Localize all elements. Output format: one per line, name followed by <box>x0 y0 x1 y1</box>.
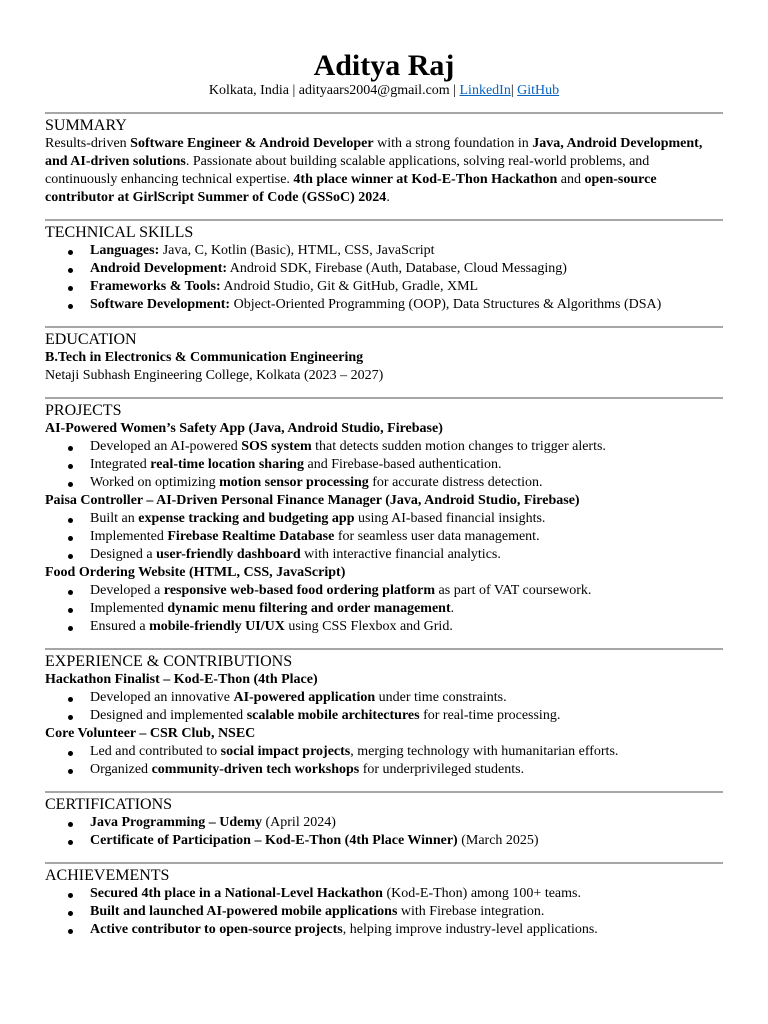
bullet-text: that detects sudden motion changes to trigger alerts. <box>311 439 606 454</box>
skill-item <box>45 296 723 314</box>
bullet-text: Implemented <box>90 601 168 616</box>
bullet-text: Designed and implemented <box>90 708 247 723</box>
project-bullet <box>45 600 723 618</box>
skill-value: Java, C, Kotlin (Basic), HTML, CSS, JavaScript <box>159 243 435 258</box>
summary-highlight: Software Engineer & Android Developer <box>130 136 374 151</box>
linkedin-link[interactable]: LinkedIn <box>459 83 511 98</box>
bullet-text: Built an <box>90 511 139 526</box>
experience-bullet <box>45 689 723 707</box>
section-heading-experience: EXPERIENCE & CONTRIBUTIONS <box>45 653 293 670</box>
bullet-text: , merging technology with humanitarian efforts. <box>350 744 619 759</box>
experience-title: Core Volunteer – CSR Club, NSEC <box>45 726 256 741</box>
bullet-text: Developed a <box>90 583 164 598</box>
section-divider <box>45 326 723 328</box>
skill-label: Android Development: <box>90 261 228 276</box>
project-bullets <box>45 582 723 636</box>
bullet-highlight: real-time location sharing <box>150 457 304 472</box>
achievement-item <box>45 921 723 939</box>
experience-bullet <box>45 761 723 779</box>
certification-date: (March 2025) <box>457 833 539 848</box>
bullet-text: for real-time processing. <box>419 708 561 723</box>
bullet-highlight: Firebase Realtime Database <box>167 529 335 544</box>
project-bullet <box>45 510 723 528</box>
bullet-text: and Firebase-based authentication. <box>303 457 502 472</box>
bullet-text: for accurate distress detection. <box>368 475 543 490</box>
bullet-text: Led and contributed to <box>90 744 221 759</box>
email-text: adityaars2004@gmail.com <box>298 83 450 98</box>
bullet-text: for underprivileged students. <box>359 762 525 777</box>
contact-line <box>45 82 723 100</box>
section-divider <box>45 791 723 793</box>
skill-label: Software Development: <box>90 297 231 312</box>
experience-bullets <box>45 743 723 779</box>
bullet-text: Developed an innovative <box>90 690 234 705</box>
bullet-highlight: dynamic menu filtering and order management <box>167 601 451 616</box>
experience-bullets <box>45 689 723 725</box>
section-heading-summary: SUMMARY <box>45 117 127 134</box>
certification-item <box>45 814 723 832</box>
skill-label: Frameworks & Tools: <box>90 279 221 294</box>
bullet-text: using CSS Flexbox and Grid. <box>284 619 453 634</box>
github-link[interactable]: GitHub <box>517 83 560 98</box>
summary-section <box>45 117 723 207</box>
achievement-highlight: Secured 4th place in a National-Level Hackathon <box>90 886 383 901</box>
bullet-text: Organized <box>90 762 152 777</box>
section-divider <box>45 862 723 864</box>
summary-segment: and <box>557 172 585 187</box>
bullet-highlight: scalable mobile architectures <box>246 708 420 723</box>
project-title: Paisa Controller – AI-Driven Personal Finance Manager (Java, Android Studio, Firebase) <box>45 493 580 508</box>
location-text: Kolkata, India <box>208 83 289 98</box>
section-heading-skills: TECHNICAL SKILLS <box>45 224 194 241</box>
certifications-section <box>45 796 723 850</box>
contact-separator: | <box>288 83 299 98</box>
section-divider <box>45 112 723 114</box>
bullet-highlight: motion sensor processing <box>219 475 369 490</box>
certification-date: (April 2024) <box>262 815 336 830</box>
skill-item <box>45 260 723 278</box>
certification-name: Certificate of Participation – Kod-E-Thon (4th Place Winner) <box>90 833 458 848</box>
bullet-text: Integrated <box>90 457 151 472</box>
certification-item <box>45 832 723 850</box>
project-bullet <box>45 582 723 600</box>
project-bullet <box>45 438 723 456</box>
bullet-highlight: responsive web-based food ordering platform <box>163 583 436 598</box>
project-title: AI-Powered Women’s Safety App (Java, Android Studio, Firebase) <box>45 421 443 436</box>
experience-title: Hackathon Finalist – Kod-E-Thon (4th Place) <box>45 672 318 687</box>
bullet-text: Designed a <box>90 547 157 562</box>
summary-highlight: 4th place winner at Kod-E-Thon Hackathon <box>293 172 558 187</box>
project-title: Food Ordering Website (HTML, CSS, JavaScript) <box>45 565 346 580</box>
achievement-text: , helping improve industry-level applications. <box>342 922 598 937</box>
experience-section <box>45 653 723 779</box>
bullet-text: Developed an AI-powered <box>90 439 242 454</box>
bullet-highlight: SOS system <box>241 439 312 454</box>
section-heading-achievements: ACHIEVEMENTS <box>45 867 170 884</box>
achievements-section <box>45 867 723 939</box>
bullet-text: Implemented <box>90 529 168 544</box>
achievement-text: with Firebase integration. <box>397 904 545 919</box>
summary-segment: . Passionate about building scalable applications, solving real-world problems, and continuously enhancing technical expertise. <box>45 154 650 187</box>
bullet-text: Ensured a <box>90 619 150 634</box>
bullet-text: as part of VAT coursework. <box>435 583 592 598</box>
projects-section <box>45 402 723 636</box>
resume-header <box>45 50 723 100</box>
skill-item <box>45 242 723 260</box>
candidate-name: Aditya Raj <box>313 49 455 82</box>
bullet-text: with interactive financial analytics. <box>300 547 501 562</box>
skill-value: Android SDK, Firebase (Auth, Database, Cloud Messaging) <box>227 261 567 276</box>
bullet-highlight: community-driven tech workshops <box>151 762 360 777</box>
degree-title: B.Tech in Electronics & Communication Engineering <box>45 350 364 365</box>
section-divider <box>45 648 723 650</box>
experience-bullet <box>45 707 723 725</box>
achievement-text: (Kod-E-Thon) among 100+ teams. <box>382 886 581 901</box>
certifications-list <box>45 814 723 850</box>
summary-segment: Results-driven <box>45 136 131 151</box>
section-heading-education: EDUCATION <box>45 331 137 348</box>
bullet-highlight: user-friendly dashboard <box>156 547 301 562</box>
summary-segment: with a strong foundation in <box>373 136 533 151</box>
section-heading-certifications: CERTIFICATIONS <box>45 796 173 813</box>
skills-section <box>45 224 723 314</box>
bullet-text: using AI-based financial insights. <box>354 511 546 526</box>
skill-item <box>45 278 723 296</box>
section-divider <box>45 219 723 221</box>
project-bullet <box>45 546 723 564</box>
project-bullet <box>45 618 723 636</box>
project-bullets <box>45 510 723 564</box>
education-section <box>45 331 723 385</box>
project-bullets <box>45 438 723 492</box>
bullet-highlight: expense tracking and budgeting app <box>138 511 355 526</box>
summary-segment: . <box>386 190 390 205</box>
summary-highlight: Java, Android Development, and AI-driven solutions <box>45 136 703 169</box>
bullet-text: . <box>450 601 455 616</box>
project-bullet <box>45 528 723 546</box>
contact-separator: | <box>449 83 460 98</box>
project-bullet <box>45 456 723 474</box>
achievement-item <box>45 903 723 921</box>
contact-separator: | <box>510 83 518 98</box>
bullet-text: Worked on optimizing <box>90 475 220 490</box>
summary-highlight: open-source contributor at GirlScript Summer of Code (GSSoC) 2024 <box>45 172 657 205</box>
project-bullet <box>45 474 723 492</box>
achievement-item <box>45 885 723 903</box>
skill-value: Object-Oriented Programming (OOP), Data Structures & Algorithms (DSA) <box>230 297 662 312</box>
skill-value: Android Studio, Git & GitHub, Gradle, XML <box>220 279 479 294</box>
certification-name: Java Programming – Udemy <box>90 815 262 830</box>
achievements-list <box>45 885 723 939</box>
summary-text <box>45 135 723 207</box>
institution-text: Netaji Subhash Engineering College, Kolkata (2023 – 2027) <box>45 368 384 383</box>
experience-bullet <box>45 743 723 761</box>
bullet-highlight: social impact projects <box>220 744 351 759</box>
skills-list <box>45 242 723 314</box>
achievement-highlight: Active contributor to open-source projects <box>90 922 343 937</box>
section-divider <box>45 397 723 399</box>
bullet-highlight: mobile-friendly UI/UX <box>149 619 285 634</box>
skill-label: Languages: <box>90 243 160 258</box>
achievement-highlight: Built and launched AI-powered mobile applications <box>90 904 398 919</box>
bullet-text: for seamless user data management. <box>334 529 540 544</box>
section-heading-projects: PROJECTS <box>45 402 122 419</box>
bullet-highlight: AI-powered application <box>233 690 376 705</box>
bullet-text: under time constraints. <box>375 690 507 705</box>
